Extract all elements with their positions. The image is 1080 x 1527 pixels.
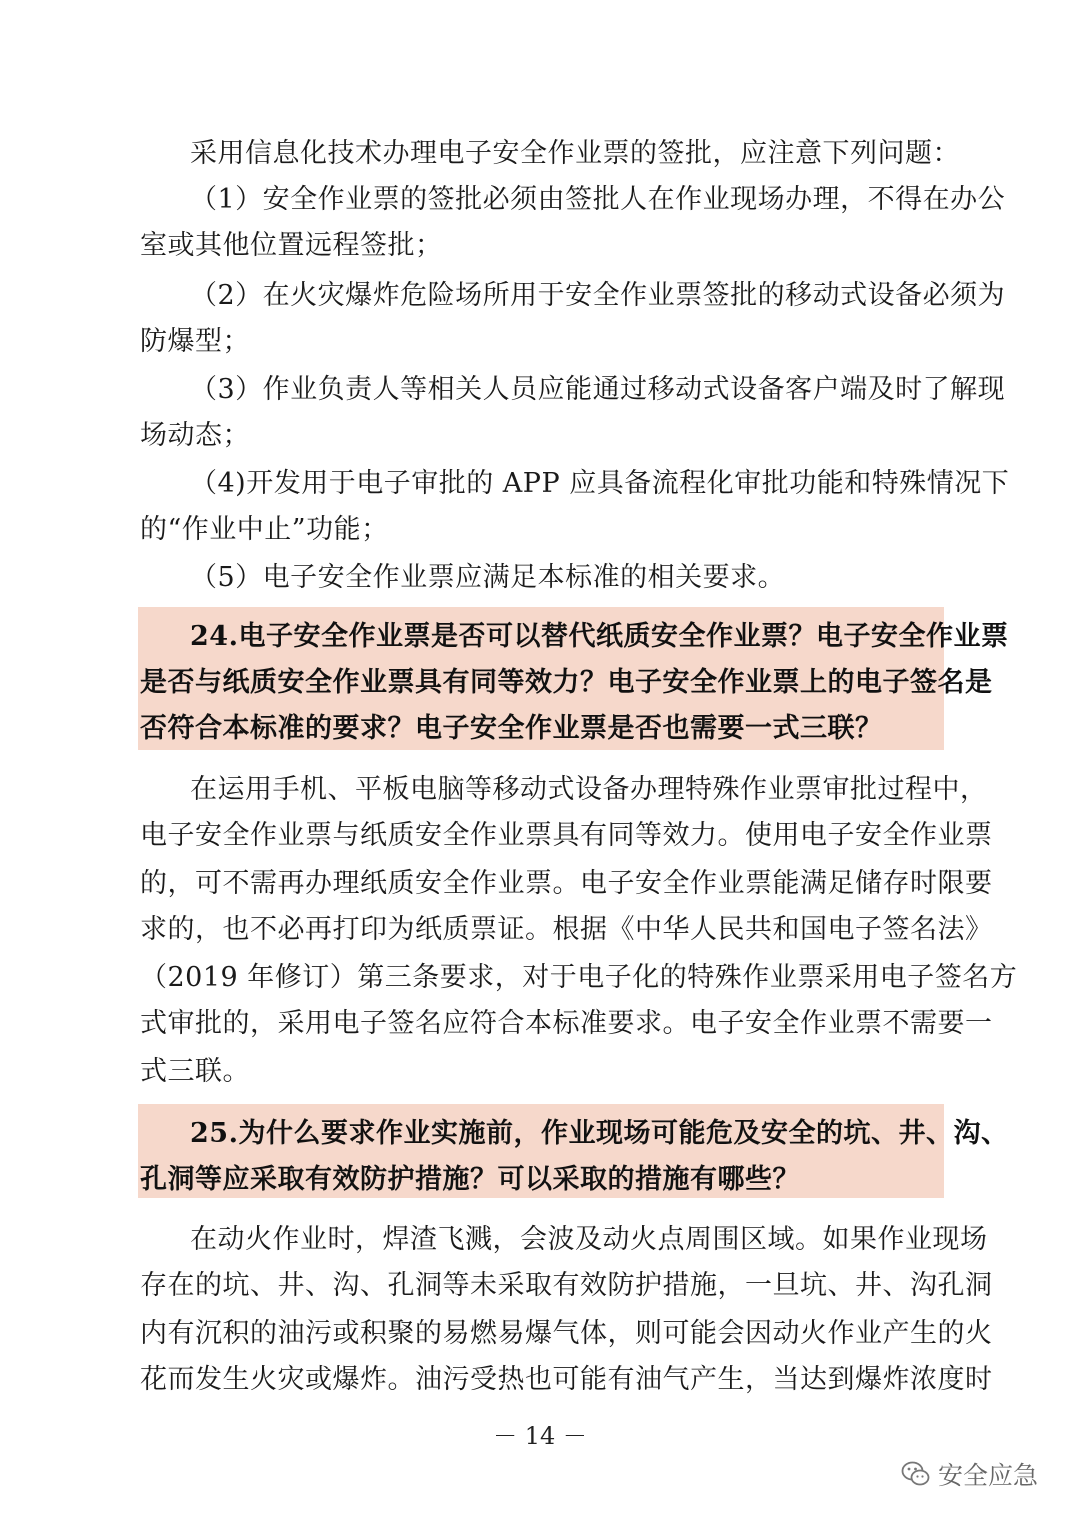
intro-item-1a: （1）安全作业票的签批必须由签批人在作业现场办理，不得在办公	[190, 184, 1006, 215]
answer-24-line-7: 式三联。	[140, 1056, 250, 1087]
intro-item-1b: 室或其他位置远程签批；	[140, 230, 443, 261]
answer-24-line-1: 在运用手机、平板电脑等移动式设备办理特殊作业票审批过程中，	[190, 774, 988, 805]
wechat-watermark	[900, 1456, 1038, 1492]
question-24-line-3: 否符合本标准的要求？电子安全作业票是否也需要一式三联？	[140, 713, 883, 744]
intro-item-2a: （2）在火灾爆炸危险场所用于安全作业票签批的移动式设备必须为	[190, 280, 1006, 311]
intro-item-5: （5）电子安全作业票应满足本标准的相关要求。	[190, 562, 786, 593]
answer-25-line-1: 在动火作业时，焊渣飞溅，会波及动火点周围区域。如果作业现场	[190, 1224, 988, 1255]
question-24-line-1: 24.电子安全作业票是否可以替代纸质安全作业票？电子安全作业票	[190, 621, 1009, 652]
answer-25-line-2: 存在的坑、井、沟、孔洞等未采取有效防护措施，一旦坑、井、沟孔洞	[140, 1270, 993, 1301]
answer-25-line-4: 花而发生火灾或爆炸。油污受热也可能有油气产生，当达到爆炸浓度时	[140, 1364, 993, 1395]
question-25-line-1: 25.为什么要求作业实施前，作业现场可能危及安全的坑、井、沟、	[190, 1118, 1009, 1149]
answer-24-line-3: 的，可不需再办理纸质安全作业票。电子安全作业票能满足储存时限要	[140, 868, 993, 899]
question-24-line-2: 是否与纸质安全作业票具有同等效力？电子安全作业票上的电子签名是	[140, 667, 993, 698]
intro-lead: 采用信息化技术办理电子安全作业票的签批，应注意下列问题：	[190, 138, 960, 169]
intro-item-3b: 场动态；	[140, 420, 250, 451]
watermark-text: 安全应急	[938, 1461, 1039, 1490]
answer-24-line-5: （2019 年修订）第三条要求，对于电子化的特殊作业票采用电子签名方	[140, 962, 1018, 993]
answer-24-line-4: 求的，也不必再打印为纸质票证。根据《中华人民共和国电子签名法》	[140, 914, 993, 945]
page-number: － 14 －	[493, 1422, 587, 1450]
answer-25-line-3: 内有沉积的油污或积聚的易燃易爆气体，则可能会因动火作业产生的火	[140, 1318, 993, 1349]
intro-item-4b: 的“作业中止”功能；	[140, 514, 389, 545]
answer-24-line-2: 电子安全作业票与纸质安全作业票具有同等效力。使用电子安全作业票	[140, 820, 993, 851]
intro-item-3a: （3）作业负责人等相关人员应能通过移动式设备客户端及时了解现	[190, 374, 1006, 405]
answer-24-line-6: 式审批的，采用电子签名应符合本标准要求。电子安全作业票不需要一	[140, 1008, 993, 1039]
intro-item-4a: （4)开发用于电子审批的 APP 应具备流程化审批功能和特殊情况下	[190, 468, 1010, 499]
intro-item-2b: 防爆型；	[140, 326, 250, 357]
wechat-icon	[900, 1458, 932, 1490]
question-25-line-2: 孔洞等应采取有效防护措施？可以采取的措施有哪些？	[140, 1164, 800, 1195]
